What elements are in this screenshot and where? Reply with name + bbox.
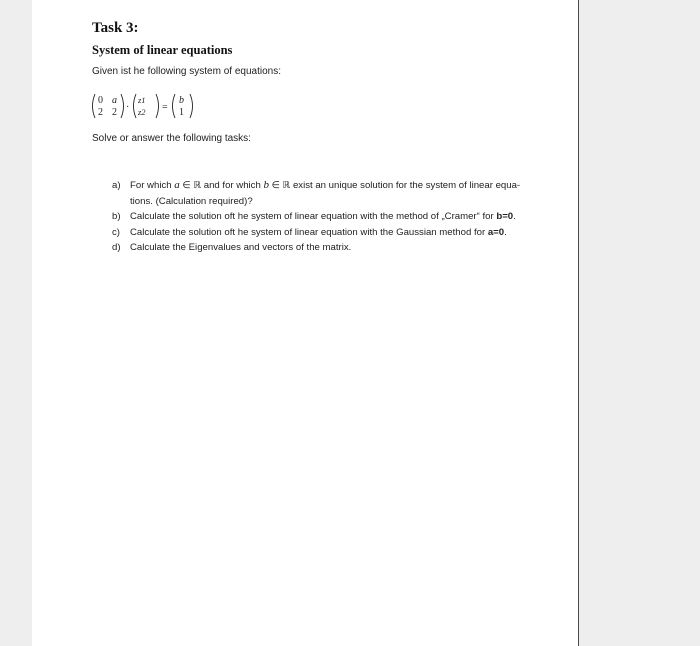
- vector-x-1: z1: [138, 95, 146, 105]
- equals-sign: =: [162, 102, 168, 113]
- task-title: Task 3:: [92, 20, 139, 36]
- task-text-part: exist an unique solution for the system of linear equa-: [290, 180, 521, 191]
- matrix-right-paren: [121, 94, 124, 118]
- intro-text: Given ist he following system of equations:: [92, 66, 281, 77]
- vector-b-2: 1: [179, 107, 184, 118]
- task-item-d: [112, 240, 582, 256]
- matrix-left-paren: [93, 94, 96, 118]
- task-list: [112, 178, 582, 256]
- vector-b-left-paren: [173, 94, 176, 118]
- task-text-part: For which: [130, 180, 175, 191]
- task-text-continuation: tions. (Calculation required)?: [130, 195, 253, 207]
- task-text: [130, 178, 582, 209]
- matrix-cell-11: 0: [98, 95, 103, 106]
- vector-x-right-paren: [156, 94, 159, 118]
- real-numbers-symbol: ℝ: [193, 180, 202, 191]
- task-label: a): [112, 180, 121, 191]
- task-label: b): [112, 211, 121, 222]
- task-condition: b=0: [496, 211, 514, 222]
- document-page: [32, 0, 579, 646]
- vector-b-1: b: [179, 95, 184, 106]
- task-label: d): [112, 242, 121, 253]
- task-text-end: .: [504, 226, 507, 238]
- linear-system-equation: [90, 92, 230, 120]
- task-item-a: [112, 178, 582, 209]
- task-text: [130, 225, 582, 241]
- task-text: Calculate the Eigenvalues and vectors of the matrix.: [130, 242, 352, 253]
- matrix-cell-22: 2: [112, 107, 117, 118]
- section-title: System of linear equations: [92, 43, 233, 57]
- vector-b-right-paren: [190, 94, 193, 118]
- task-text-end: .: [513, 211, 516, 222]
- task-text-part: and for which: [201, 180, 264, 191]
- vector-x-2: z2: [138, 107, 146, 117]
- matrix-cell-12: a: [112, 95, 117, 106]
- task-text-part: Calculate the solution oft he system of linear equation with the Gaussian method for: [130, 226, 488, 238]
- task-condition: a=0: [487, 226, 505, 238]
- task-item-c: [112, 225, 582, 241]
- task-text: [130, 209, 582, 225]
- vector-x-left-paren: [134, 94, 137, 118]
- dot-operator: ·: [126, 102, 130, 113]
- instruction-text: Solve or answer the following tasks:: [92, 133, 251, 144]
- task-label: c): [112, 226, 120, 238]
- matrix-cell-21: 2: [98, 107, 103, 118]
- real-numbers-symbol: ℝ: [282, 180, 291, 191]
- variable-b: b: [263, 179, 269, 191]
- task-text-part: Calculate the solution oft he system of linear equation with the method of „Cramer“ for: [130, 211, 497, 222]
- task-item-b: [112, 209, 582, 225]
- equation-svg: [90, 92, 230, 120]
- variable-a: a: [174, 179, 180, 191]
- element-of-symbol: ∈: [179, 180, 194, 191]
- element-of-symbol: ∈: [268, 180, 283, 191]
